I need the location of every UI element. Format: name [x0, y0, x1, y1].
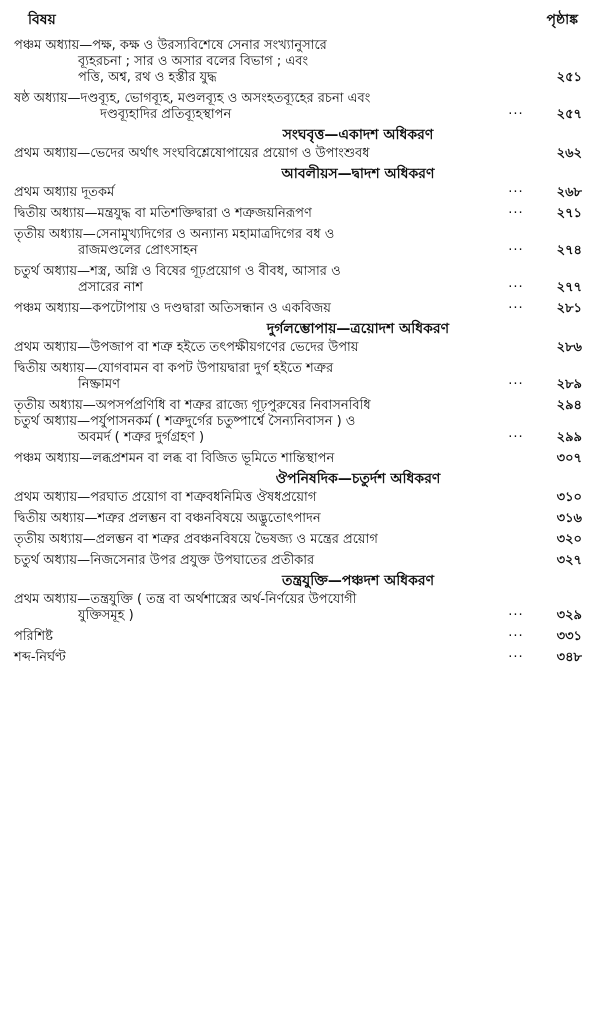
toc-entry: প্রসারের নাশ ··· ২৭৭: [78, 280, 582, 295]
page-number: ২৭৭: [556, 280, 582, 295]
page-number: ২৫১: [556, 70, 582, 85]
toc-entry: যুক্তিসমূহ ) ··· ৩২৯: [78, 608, 582, 623]
toc-entry: অবমর্দ ( শত্রুর দুর্গগ্রহণ ) ··· ২৯৯: [78, 430, 582, 445]
toc-entry: দ্বিতীয় অধ্যায়—মন্ত্রযুদ্ধ বা মতিশক্তিদ্বারা ও শত্রুজয়নিরূপণ ··· ২৭১: [14, 206, 582, 221]
toc-entry: চতুর্থ অধ্যায়—শস্ত্র, অগ্নি ও বিষের গূঢ়প্রয়োগ ও বীবধ, আসার ও: [14, 264, 341, 279]
toc-entry: পঞ্চম অধ্যায়—পক্ষ, কক্ষ ও উরস্যবিশেষে সেনার সংখ্যানুসারে: [14, 38, 327, 53]
toc-entry: তৃতীয় অধ্যায়—অপসর্পপ্রণিধি বা শত্রুর রাজ্যে গূঢ়পুরুষের নিবাসনবিধি ২৯৪: [14, 398, 582, 413]
toc-entry: নিষ্ক্রামণ ··· ২৮৯: [78, 377, 582, 392]
toc-entry: ব্যূহরচনা ; সার ও অসার বলের বিভাগ ; এবং: [78, 54, 309, 69]
section-heading: ঔপনিষদিক—চতুর্দশ অধিকরণ: [275, 471, 441, 487]
toc-entry: শব্দ-নির্ঘণ্ট ··· ৩৪৮: [14, 650, 582, 665]
toc-entry: প্রথম অধ্যায় দূতকর্ম ··· ২৬৮: [14, 185, 582, 200]
page-number: ২৮১: [556, 301, 582, 316]
subject-heading: বিষয়: [28, 12, 56, 28]
section-heading: দুর্গলম্ভোপায়—ত্রয়োদশ অধিকরণ: [266, 321, 450, 337]
section-heading: তন্ত্রযুক্তি—পঞ্চদশ অধিকরণ: [281, 573, 435, 589]
page-number: ২৯৯: [556, 430, 582, 445]
toc-entry: রাজমণ্ডলের প্রোৎসাহন ··· ২৭৪: [78, 243, 582, 258]
section-heading: সংঘবৃত্ত—একাদশ অধিকরণ: [282, 127, 434, 143]
toc-entry: চতুর্থ অধ্যায়—পর্যুপাসনকর্ম ( শত্রুদুর্গের চতুষ্পার্শ্বে সৈন্যনিবাসন ) ও: [14, 414, 356, 429]
toc-entry: তৃতীয় অধ্যায়—প্রলম্ভন বা শত্রুর প্রবঞ্চনবিষয়ে ভৈষজ্য ও মন্ত্রের প্রয়োগ ৩২০: [14, 532, 582, 547]
page-number: ৩২৯: [556, 608, 582, 623]
toc-entry: দ্বিতীয় অধ্যায়—শত্রুর প্রলম্ভন বা বঞ্চনবিষয়ে অদ্ভুতোৎপাদন ৩১৬: [14, 511, 582, 526]
page-number: ৩৩১: [556, 629, 582, 644]
toc-entry: প্রথম অধ্যায়—ভেদের অর্থাৎ সংঘবিশ্লেষোপায়ের প্রয়োগ ও উপাংশুবধ ২৬২: [14, 146, 582, 161]
contents-list: [14, 38, 582, 666]
toc-entry: পত্তি, অশ্ব, রথ ও হস্তীর যুদ্ধ ২৫১: [78, 70, 582, 85]
toc-entry: প্রথম অধ্যায়—তন্ত্রযুক্তি ( তন্ত্র বা অর্থশাস্ত্রের অর্থ-নির্ণয়ের উপযোগী: [14, 592, 357, 607]
page-number: ৩৪৮: [556, 650, 582, 665]
contents-header: [14, 8, 582, 38]
toc-entry: চতুর্থ অধ্যায়—নিজসেনার উপর প্রযুক্ত উপঘাতের প্রতীকার ৩২৭: [14, 553, 582, 568]
toc-entry: তৃতীয় অধ্যায়—সেনামুখ্যদিগের ও অন্যান্য মহামাত্রদিগের বধ ও: [14, 227, 335, 242]
page-number: ৩০৭: [556, 451, 582, 466]
toc-entry: ষষ্ঠ অধ্যায়—দণ্ডব্যূহ, ভোগব্যূহ, মণ্ডলব্যূহ ও অসংহতব্যূহের রচনা এবং: [14, 91, 371, 106]
page-number: ২৮৯: [556, 377, 582, 392]
page-number: ২৬৮: [556, 185, 582, 200]
page-number: ৩১৬: [556, 511, 582, 526]
toc-entry: দণ্ডব্যূহাদির প্রতিব্যূহস্থাপন ··· ২৫৭: [100, 107, 582, 122]
toc-entry: প্রথম অধ্যায়—পরঘাত প্রয়োগ বা শত্রুবধনিমিত্ত ঔষধপ্রয়োগ ৩১০: [14, 490, 582, 505]
page-number: ২৭৪: [556, 243, 582, 258]
page-number: ৩২৭: [556, 553, 582, 568]
page-number: ৩১০: [556, 490, 582, 505]
toc-entry: প্রথম অধ্যায়—উপজাপ বা শত্রু হইতে তৎপক্ষীয়গণের ভেদের উপায় ২৮৬: [14, 340, 582, 355]
page-heading: পৃষ্ঠাঙ্ক: [546, 12, 578, 28]
page-number: ২৬২: [556, 146, 582, 161]
toc-entry: পঞ্চম অধ্যায়—লব্ধপ্রশমন বা লব্ধ বা বিজিত ভূমিতে শান্তিস্থাপন ৩০৭: [14, 451, 582, 466]
section-heading: আবলীয়স—দ্বাদশ অধিকরণ: [281, 166, 435, 182]
page-number: ২৭১: [556, 206, 582, 221]
page-number: ৩২০: [556, 532, 582, 547]
toc-entry: পরিশিষ্ট ··· ৩৩১: [14, 629, 582, 644]
page-number: ২৯৪: [556, 398, 582, 413]
page-number: ২৫৭: [556, 107, 582, 122]
page-number: ২৮৬: [556, 340, 582, 355]
toc-entry: দ্বিতীয় অধ্যায়—যোগবামন বা কপট উপায়দ্বারা দুর্গ হইতে শত্রুর: [14, 361, 334, 376]
toc-entry: পঞ্চম অধ্যায়—কপটোপায় ও দণ্ডদ্বারা অতিসন্ধান ও একবিজয় ··· ২৮১: [14, 301, 582, 316]
